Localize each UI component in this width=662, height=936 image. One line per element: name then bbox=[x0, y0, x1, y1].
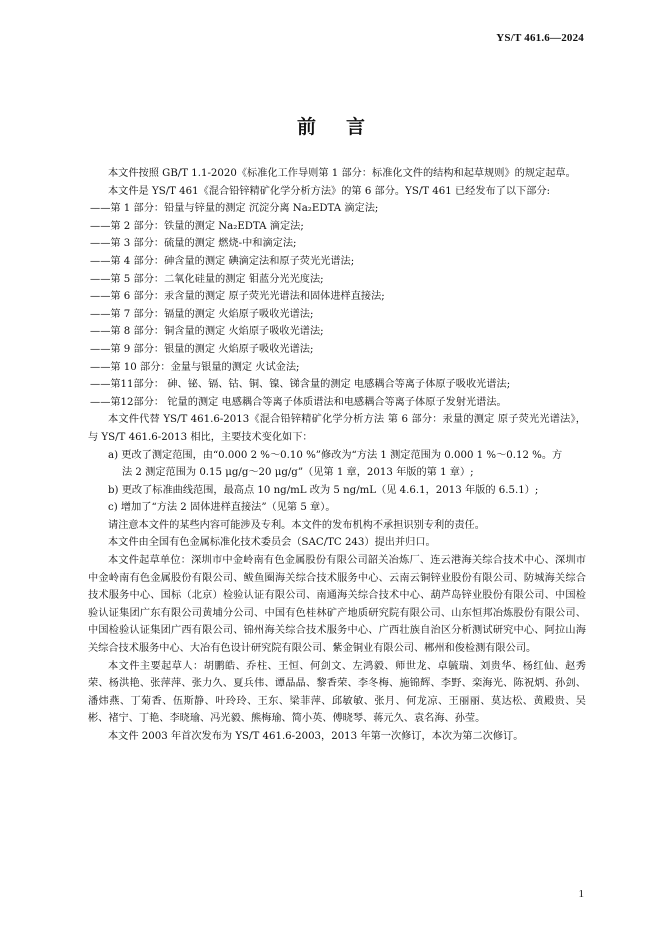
list-item: ——第 9 部分：银量的测定 火焰原子吸收光谱法; bbox=[90, 343, 314, 355]
change-item-a bbox=[88, 447, 586, 465]
change-item-b: b) 更改了标准曲线范围，最高点 10 ng/mL 改为 5 ng/mL（见 4.6.1，2013 年版的 6.5.1）; bbox=[108, 484, 539, 496]
paragraph-drafting-rules: 本文件按照 GB/T 1.1-2020《标准化工作导则第 1 部分：标准化文件的结构和起草规则》的规定起草。 bbox=[108, 168, 576, 179]
list-item: ——第 6 部分：汞含量的测定 原子荧光光谱法和固体进样直接法; bbox=[90, 291, 385, 303]
paragraph-replacement: 本文件代替 YS/T 461.6-2013《混合铅锌精矿化学分析方法 第 6 部分：汞量的测定 原子荧光光谱法》，与 YS/T 461.6-2013 相比，主要技术变化如下： bbox=[88, 414, 586, 443]
list-item: ——第12部分： 铊量的测定 电感耦合等离子体质谱法和电感耦合等离子体原子发射光谱法。 bbox=[90, 396, 507, 408]
page-title: 前言 bbox=[296, 116, 395, 138]
list-item: ——第 8 部分：铜含量的测定 火焰原子吸收光谱法; bbox=[90, 326, 324, 338]
paragraph-series-intro: 本文件是 YS/T 461《混合铅锌精矿化学分析方法》的第 6 部分。YS/T 461 已经发布了以下部分: bbox=[108, 185, 551, 197]
list-item: ——第 4 部分：砷含量的测定 碘滴定法和原子荧光光谱法; bbox=[90, 255, 355, 267]
paragraph-drafting-units: 本文件起草单位：深圳市中金岭南有色金属股份有限公司韶关冶炼厂、连云港海关综合技术中心、深圳市中金岭南有色金属股份有限公司、鲅鱼圈海关综合技术服务中心、云南云铜锌业股份有限公司、防城海关综合技术服务中心、国标（北京）检验认证有限公司、南通海关综合技术中心、葫芦岛锌业股份有限公司、中国检验认证集团广东有限公司黄埔分公司、中国有色桂林矿产地质研究院有限公司、山东恒邦冶炼股份有限公司、中国检验认证集团广西有限公司、锦州海关综合技术服务中心、广西壮族自治区分析测试研究中心、阿拉山海关综合技术服务中心、大冶有色设计研究院有限公司、紫金铜业有限公司、郴州和俊检测有限公司。 bbox=[88, 555, 586, 655]
parts-list bbox=[88, 200, 586, 411]
list-item: ——第 10 部分：金量与银量的测定 火试金法; bbox=[90, 361, 300, 373]
list-item: ——第 7 部分：镉量的测定 火焰原子吸收光谱法; bbox=[90, 308, 314, 320]
changes-list bbox=[88, 447, 586, 517]
list-item: ——第 2 部分：铁量的测定 Na₂EDTA 滴定法; bbox=[90, 220, 304, 232]
paragraph-proposer: 本文件由全国有色金属标准化技术委员会（SAC/TC 243）提出并归口。 bbox=[108, 537, 436, 549]
foreword-body bbox=[88, 165, 586, 746]
paragraph-patent-notice: 请注意本文件的某些内容可能涉及专利。本文件的发布机构不承担识别专利的责任。 bbox=[108, 519, 485, 531]
page-number: 1 bbox=[578, 888, 584, 900]
list-item: ——第11部分： 砷、铋、镉、钴、铜、镍、锑含量的测定 电感耦合等离子体原子吸收光谱法; bbox=[90, 379, 511, 391]
list-item: ——第 3 部分：硫量的测定 燃烧-中和滴定法; bbox=[90, 238, 297, 250]
change-item-c: c) 增加了“方法 2 固体进样直接法”（见第 5 章）。 bbox=[108, 502, 336, 514]
document-code: YS/T 461.6—2024 bbox=[496, 32, 584, 44]
change-a-line2: 法 2 测定范围为 0.15 μg/g～20 μg/g”（见第 1 章，2013 年版的第 1 章）; bbox=[122, 467, 474, 479]
list-item: ——第 1 部分：铅量与锌量的测定 沉淀分离 Na₂EDTA 滴定法; bbox=[90, 203, 379, 215]
list-item: ——第 5 部分：二氧化硅量的测定 钼蓝分光光度法; bbox=[90, 273, 324, 285]
paragraph-history: 本文件 2003 年首次发布为 YS/T 461.6-2003，2013 年第一次修订，本次为第二次修订。 bbox=[108, 731, 524, 742]
paragraph-drafters: 本文件主要起草人：胡鹏皓、乔柱、王恒、何剑文、左鸿毅、师世龙、卓毓瑞、刘贵华、杨红仙、赵秀荣、杨洪艳、张萍萍、张力久、夏兵伟、谭晶晶、黎香荣、李冬梅、施锦辉、李野、栾海光、陈祝炳、孙剑、潘炜燕、丁菊香、伍斯静、叶玲玲、王东、梁菲萍、邱敏敏、张月、何龙凉、王丽丽、莫达松、黄殿贵、吴彬、褚宁、丁艳、李晓瑜、冯光毅、熊梅瑜、简小英、傅晓琴、蒋元久、袁名海、孙莹。 bbox=[88, 660, 586, 725]
change-a-line1: a) 更改了测定范围，由“0.000 2 %～0.10 %”修改为“方法 1 测定范围为 0.000 1 %～0.12 %。方 bbox=[108, 449, 563, 461]
